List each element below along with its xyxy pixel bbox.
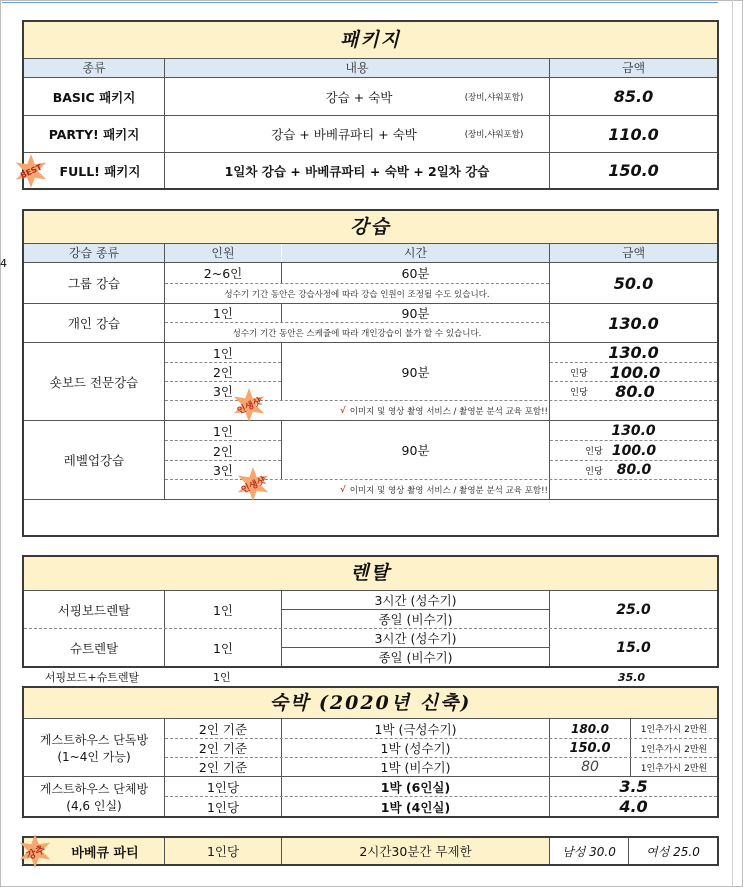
lesson-group-time: 60분 bbox=[401, 266, 430, 281]
lesson-levelup-note bbox=[254, 480, 634, 499]
bbq-section bbox=[22, 836, 719, 866]
rental-suit-name: 슈트렌탈 bbox=[69, 640, 119, 656]
rental-combo-name: 서핑보드+슈트렌탈 bbox=[44, 671, 140, 684]
lesson-levelup-people-2: 2인 bbox=[212, 443, 234, 459]
lodging-private-sub: (1~4인 가능) bbox=[57, 749, 131, 764]
package-basic-name: BASIC 패키지 bbox=[52, 89, 136, 105]
bbq-female-price: 여성 25.0 bbox=[629, 838, 717, 864]
lesson-header-people: 인원 bbox=[165, 244, 281, 262]
lesson-group-name: 그룹 강습 bbox=[67, 276, 121, 291]
rental-title: 렌탈 bbox=[24, 557, 717, 590]
rental-combo-people: 1인 bbox=[213, 671, 231, 684]
bbq-basis: 1인당 bbox=[206, 844, 240, 859]
top-rule bbox=[2, 2, 718, 8]
package-title: 패키지 bbox=[24, 22, 717, 58]
rental-combo-price: 35.0 bbox=[617, 670, 646, 684]
lesson-levelup-time: 90분 bbox=[401, 443, 430, 458]
package-basic-note: (장비,샤워포함) bbox=[464, 92, 524, 103]
lesson-shortboard-note bbox=[254, 401, 634, 420]
package-party-note: (장비,샤워포함) bbox=[464, 130, 524, 140]
lodging-dorm-basis-1: 1인당 bbox=[206, 779, 240, 795]
lesson-shortboard-price-2: 100.0 bbox=[609, 362, 661, 382]
lodging-private-extra-2: 1인추가시 2만원 bbox=[640, 744, 708, 755]
best-badge-label: BEST bbox=[18, 162, 44, 180]
lesson-group-people: 2~6인 bbox=[203, 266, 243, 281]
rental-board-time-off: 종일 (비수기) bbox=[378, 612, 453, 627]
package-full-price: 150.0 bbox=[608, 161, 659, 180]
lodging-private-price-1: 180.0 bbox=[571, 721, 609, 736]
bbq-name: 바베큐 파티 bbox=[71, 845, 139, 861]
levelup-stamp-label: 인생샷 bbox=[239, 475, 268, 496]
package-basic-price: 85.0 bbox=[613, 87, 654, 106]
lodging-dorm-name-text: 게스트하우스 단체방 bbox=[39, 781, 149, 796]
lodging-private-name-text: 게스트하우스 단독방 bbox=[39, 732, 149, 747]
lodging-dorm-basis-2: 1인당 bbox=[206, 799, 240, 815]
lesson-shortboard-price-3: 80.0 bbox=[615, 381, 655, 401]
lodging-private-basis-3: 2인 기준 bbox=[198, 760, 248, 775]
lodging-private-extra-3: 1인추가시 2만원 bbox=[640, 763, 708, 774]
rental-board-name: 서핑보드렌탈 bbox=[57, 602, 131, 618]
rental-section bbox=[22, 555, 719, 668]
lesson-private-people: 1인 bbox=[212, 306, 234, 321]
lesson-levelup-people-3: 3인 bbox=[212, 463, 234, 478]
lesson-levelup-name: 레벨업강습 bbox=[63, 453, 125, 468]
rental-board-time-peak: 3시간 (성수기) bbox=[374, 593, 457, 608]
lodging-dorm-night-1: 1박 (6인실) bbox=[380, 779, 451, 795]
package-party-price: 110.0 bbox=[608, 124, 659, 144]
package-full-content: 1일차 강습 + 바베큐파티 + 숙박 + 2일차 강습 bbox=[224, 163, 490, 179]
lesson-private-note: 성수기 기간 동안은 스케쥴에 따라 개인강습이 불가 할 수 있습니다. bbox=[232, 328, 482, 339]
lesson-shortboard-price-1: 130.0 bbox=[608, 343, 659, 362]
lodging-dorm-price-2: 4.0 bbox=[619, 797, 648, 816]
lesson-shortboard-people-2: 2인 bbox=[212, 365, 234, 380]
package-header-content: 내용 bbox=[165, 59, 549, 77]
lodging-dorm-price-1: 3.5 bbox=[619, 777, 648, 796]
lesson-levelup-price-1: 130.0 bbox=[611, 422, 656, 439]
lesson-levelup-price-2: 100.0 bbox=[611, 442, 657, 459]
lesson-title: 강습 bbox=[24, 211, 717, 243]
lesson-private-price: 130.0 bbox=[608, 313, 659, 333]
lesson-header-time: 시간 bbox=[282, 244, 549, 262]
lodging-dorm-name bbox=[24, 777, 164, 816]
shortboard-stamp-label: 인생샷 bbox=[235, 396, 264, 417]
lesson-shortboard-people-3: 3인 bbox=[212, 384, 234, 399]
rental-suit-time-off: 종일 (비수기) bbox=[378, 650, 453, 665]
lesson-shortboard-time: 90분 bbox=[401, 364, 430, 380]
right-rule bbox=[732, 0, 733, 887]
package-section bbox=[22, 20, 719, 190]
check-mark-icon: √ bbox=[340, 484, 346, 495]
rental-board-people: 1인 bbox=[212, 602, 234, 618]
lesson-levelup-price-3: 80.0 bbox=[616, 462, 652, 478]
lesson-shortboard-unit-2: 인당 bbox=[570, 368, 588, 379]
lodging-title: 숙박 (2020년 신축) bbox=[24, 688, 717, 718]
lodging-private-extra-1: 1인추가시 2만원 bbox=[640, 725, 708, 735]
lodging-private-basis-2: 2인 기준 bbox=[198, 741, 248, 756]
bbq-male-price: 남성 30.0 bbox=[550, 838, 628, 864]
lesson-private-time: 90분 bbox=[401, 306, 430, 321]
lesson-private-name: 개인 강습 bbox=[67, 316, 121, 331]
rental-suit-time-peak: 3시간 (성수기) bbox=[374, 631, 457, 646]
lodging-private-name bbox=[24, 719, 164, 776]
package-party-name: PARTY! 패키지 bbox=[48, 127, 140, 142]
lodging-section bbox=[22, 686, 719, 818]
lesson-levelup-unit-2: 인당 bbox=[585, 447, 603, 457]
lodging-private-night-1: 1박 (극성수기) bbox=[374, 721, 457, 737]
package-header-type: 종류 bbox=[24, 59, 164, 77]
check-mark-icon: √ bbox=[340, 405, 346, 416]
lesson-shortboard-note-text: 이미지 및 영상 촬영 서비스 / 촬영분 분석 교육 포함!! bbox=[349, 406, 548, 417]
bbq-desc: 2시간30분간 무제한 bbox=[359, 844, 472, 859]
lesson-group-price: 50.0 bbox=[613, 273, 654, 293]
rental-suit-price: 15.0 bbox=[616, 639, 651, 656]
lesson-levelup-people-1: 1인 bbox=[212, 423, 234, 439]
lodging-private-price-3: 80 bbox=[581, 759, 599, 775]
lodging-private-night-3: 1박 (비수기) bbox=[380, 760, 451, 775]
lodging-dorm-night-2: 1박 (4인실) bbox=[380, 799, 451, 815]
lesson-shortboard-unit-3: 인당 bbox=[570, 387, 588, 398]
package-header-price: 금액 bbox=[550, 59, 717, 77]
lodging-private-price-2: 150.0 bbox=[569, 740, 611, 756]
lesson-shortboard-people-1: 1인 bbox=[212, 345, 234, 361]
lesson-levelup-unit-3: 인당 bbox=[585, 466, 603, 477]
lesson-group-note: 성수기 기간 동안은 강습사정에 따라 강습 인원이 조정될 수도 있습니다. bbox=[224, 289, 490, 300]
lodging-private-night-2: 1박 (성수기) bbox=[380, 741, 451, 756]
rental-suit-people: 1인 bbox=[212, 640, 234, 656]
page-number: 4 bbox=[0, 257, 7, 270]
package-party-content: 강습 + 바베큐파티 + 숙박 bbox=[271, 127, 417, 142]
rental-board-price: 25.0 bbox=[616, 601, 651, 618]
lodging-dorm-sub: (4,6 인실) bbox=[66, 798, 122, 813]
lodging-private-basis-1: 2인 기준 bbox=[198, 721, 248, 737]
lesson-shortboard-name: 숏보드 전문강습 bbox=[49, 374, 139, 390]
package-full-name: FULL! 패키지 bbox=[59, 163, 141, 179]
package-basic-content: 강습 + 숙박 bbox=[325, 89, 393, 105]
recommend-badge-label: 강추 bbox=[24, 843, 47, 862]
lesson-section bbox=[22, 209, 719, 537]
lesson-levelup-note-text: 이미지 및 영상 촬영 서비스 / 촬영분 분석 교육 포함!! bbox=[349, 485, 548, 496]
lesson-header-price: 금액 bbox=[550, 244, 717, 262]
lesson-header-type: 강습 종류 bbox=[24, 244, 164, 262]
